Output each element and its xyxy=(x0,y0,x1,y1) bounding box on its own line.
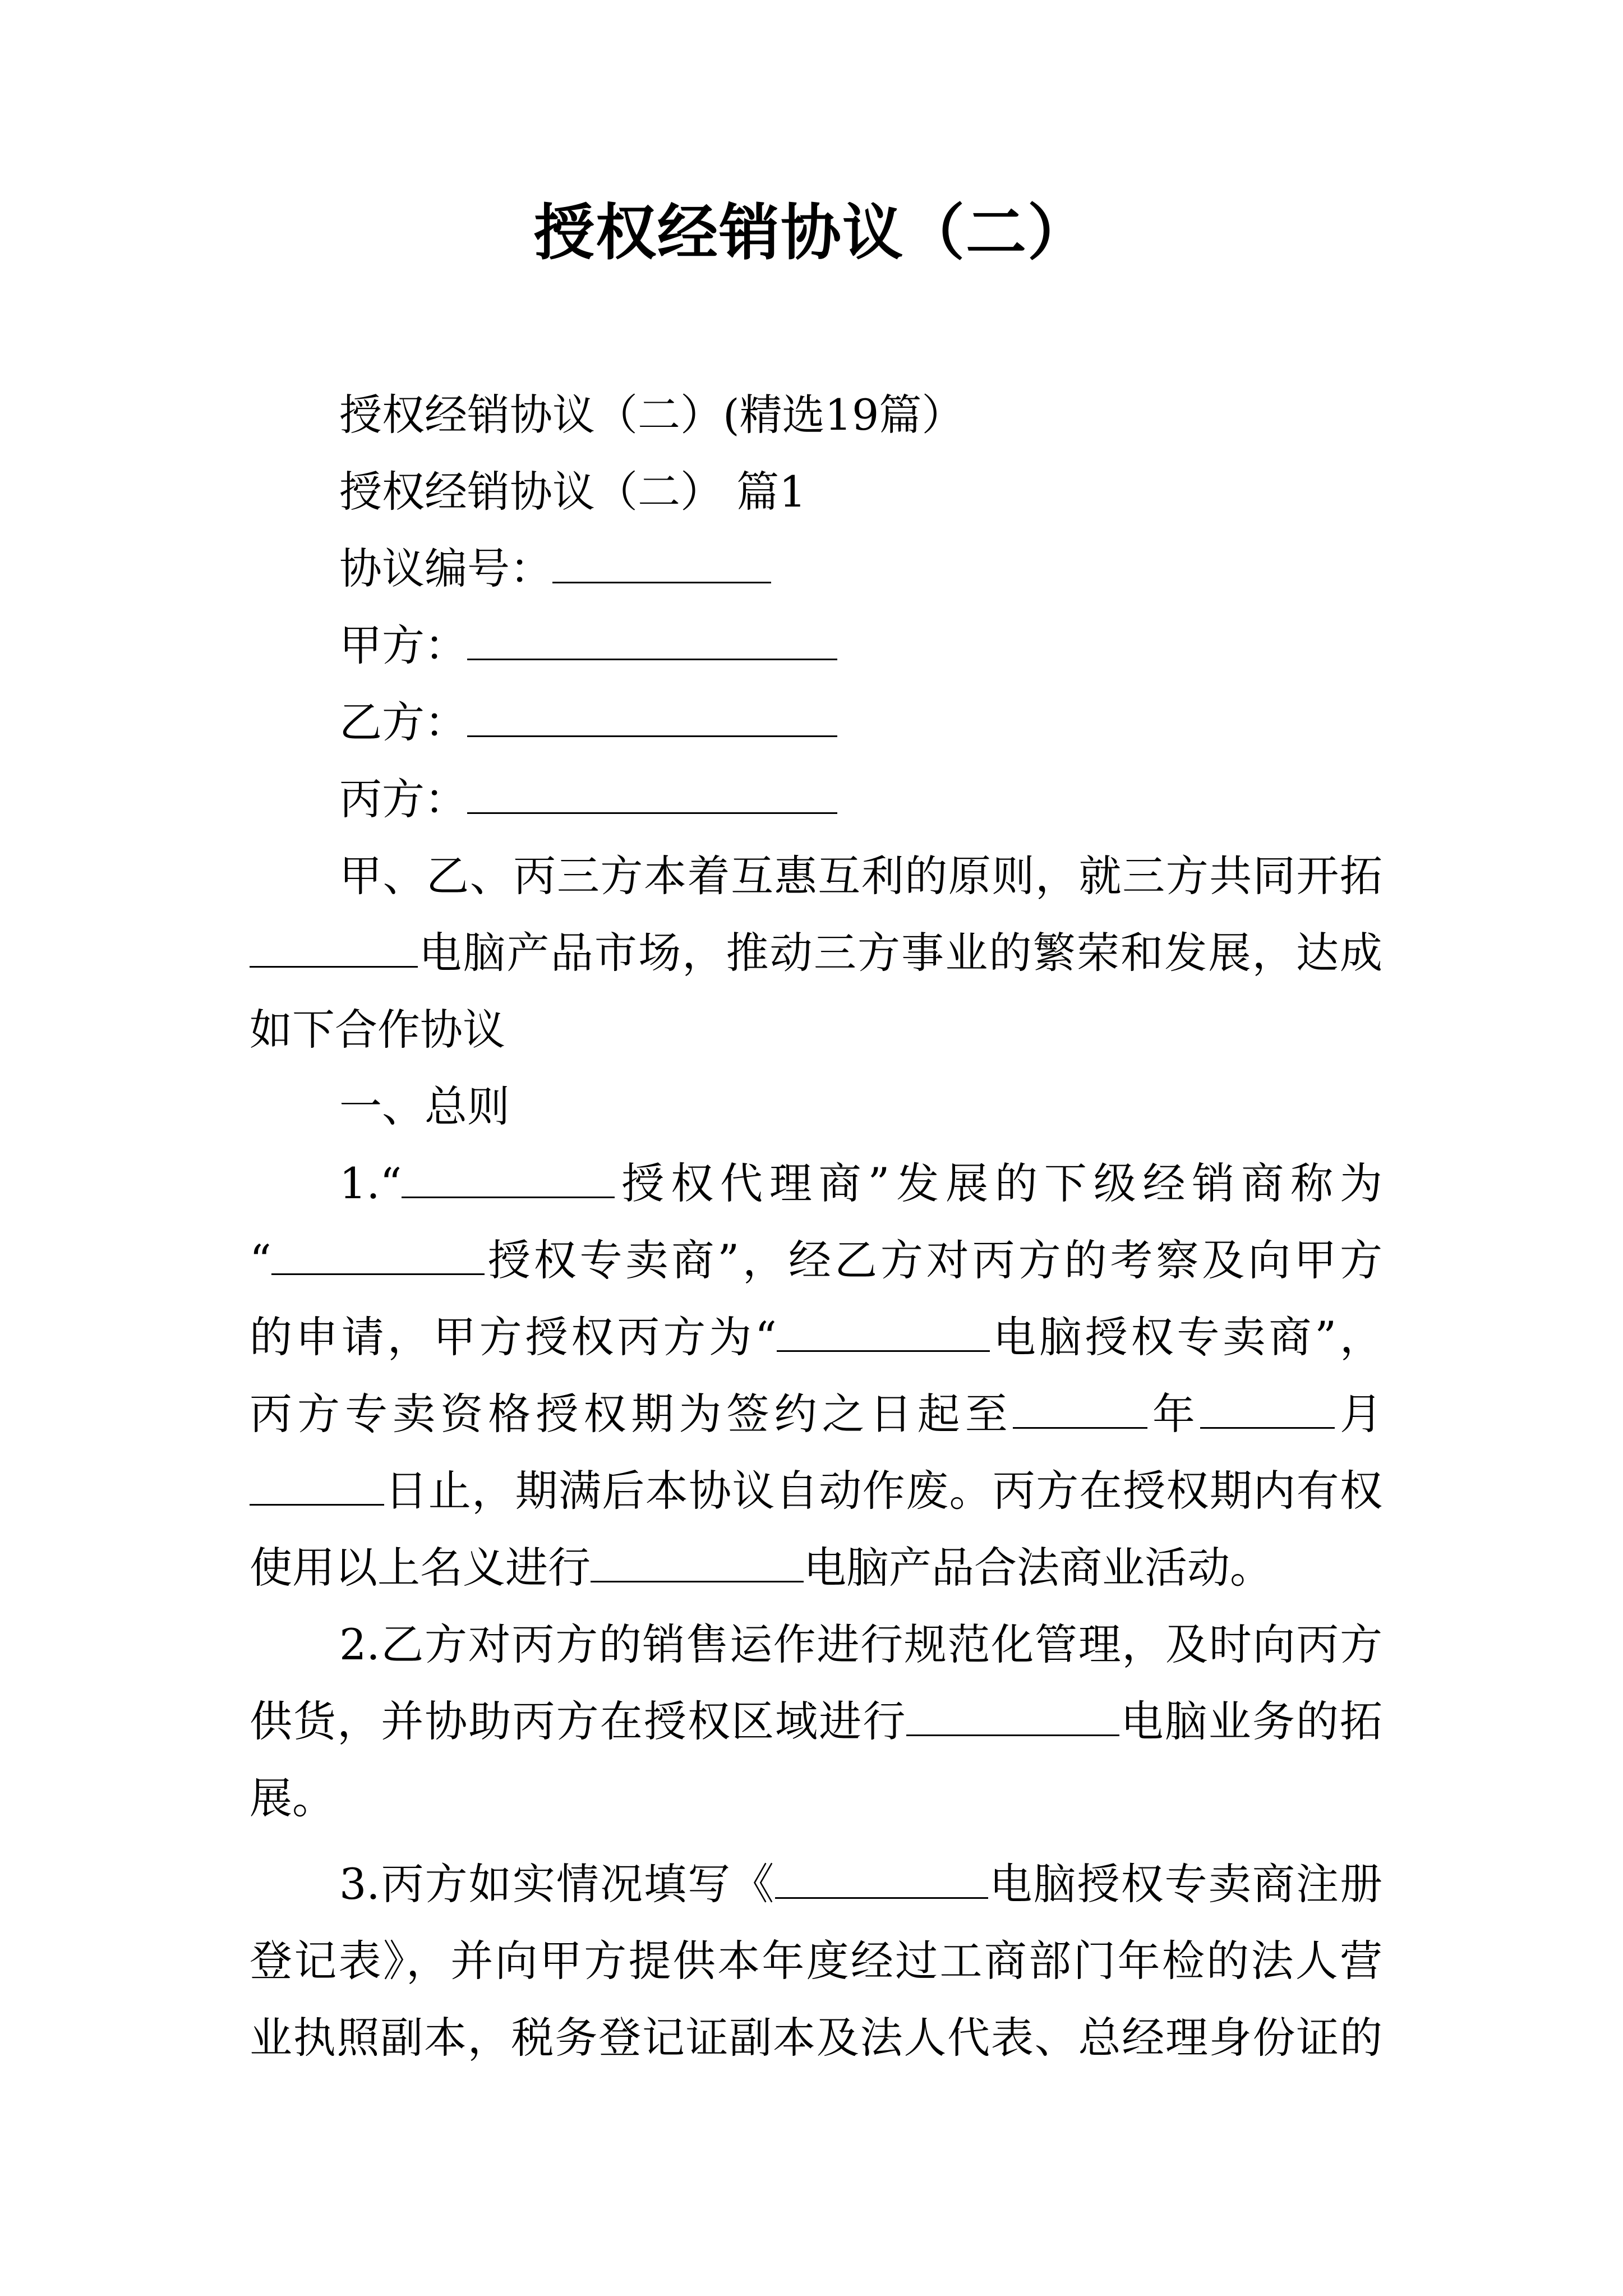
clause1-blank-6 xyxy=(591,1542,804,1582)
intro-line-3: 如下合作协议 xyxy=(250,1005,505,1055)
section-heading: 授权经销协议（二） 篇1 xyxy=(339,467,806,517)
agreement-number-row xyxy=(339,541,771,597)
clause1-line-2: “ 授权专卖商”，经乙方对丙方的考察及向甲方 xyxy=(250,1235,1382,1285)
clause3-line-1: 3.丙方如实情况填写《 电脑授权专卖商注册 xyxy=(339,1859,1382,1909)
clause1-year-blank xyxy=(1013,1388,1147,1429)
clause1-month-blank xyxy=(1200,1388,1335,1429)
intro-line-2: 电脑产品市场，推动三方事业的繁荣和发展，达成 xyxy=(250,925,1382,981)
intro-line-1: 甲、乙、丙三方本着互惠互利的原则，就三方共同开拓 xyxy=(339,851,1382,901)
clause1-line-3: 的申请，甲方授权丙方为“ 电脑授权专卖商”， xyxy=(250,1312,1383,1362)
clause1-line-4: 丙方专卖资格授权期为签约之日起至 年 月 xyxy=(250,1389,1383,1439)
general-heading: 一、总则 xyxy=(339,1082,510,1131)
clause2-line-1: 2.乙方对丙方的销售运作进行规范化管理，及时向丙方 xyxy=(339,1619,1382,1669)
clause1-blank-3 xyxy=(777,1311,990,1352)
clause2-line-2: 供货，并协助丙方在授权区域进行 电脑业务的拓 xyxy=(250,1696,1383,1746)
agreement-number-label: 协议编号： xyxy=(339,544,552,593)
clause1-blank-2 xyxy=(271,1234,485,1275)
clause2-line-3: 展。 xyxy=(250,1773,335,1823)
party-a-row xyxy=(339,618,837,674)
party-c-label: 丙方： xyxy=(339,774,467,824)
clause1-blank-1 xyxy=(402,1157,615,1198)
party-c-blank xyxy=(467,773,837,814)
clause1-line-6: 使用以上名义进行 电脑产品合法商业活动。 xyxy=(250,1543,1272,1593)
intro-region-blank xyxy=(250,927,418,968)
document-subtitle: 授权经销协议（二）(精选19篇） xyxy=(339,390,965,440)
party-a-label: 甲方： xyxy=(339,620,467,670)
party-b-blank xyxy=(467,696,837,737)
agreement-number-blank xyxy=(552,542,771,583)
party-b-row xyxy=(339,694,837,751)
clause1-line-1: 1.“ 授权代理商”发展的下级经销商称为 xyxy=(339,1158,1382,1208)
clause2-blank xyxy=(906,1695,1119,1736)
clause3-blank xyxy=(775,1858,988,1899)
clause1-day-blank xyxy=(250,1465,384,1506)
clause1-line-5: 日止，期满后本协议自动作废。丙方在授权期内有权 xyxy=(250,1463,1382,1519)
party-a-blank xyxy=(467,619,837,660)
party-c-row xyxy=(339,771,837,827)
party-b-label: 乙方： xyxy=(339,697,467,747)
document-title: 授权经销协议（二） xyxy=(533,197,1089,268)
clause3-line-3: 业执照副本，税务登记证副本及法人代表、总经理身份证的 xyxy=(250,2013,1382,2063)
clause3-line-2: 登记表》，并向甲方提供本年度经过工商部门年检的法人营 xyxy=(250,1936,1382,1986)
